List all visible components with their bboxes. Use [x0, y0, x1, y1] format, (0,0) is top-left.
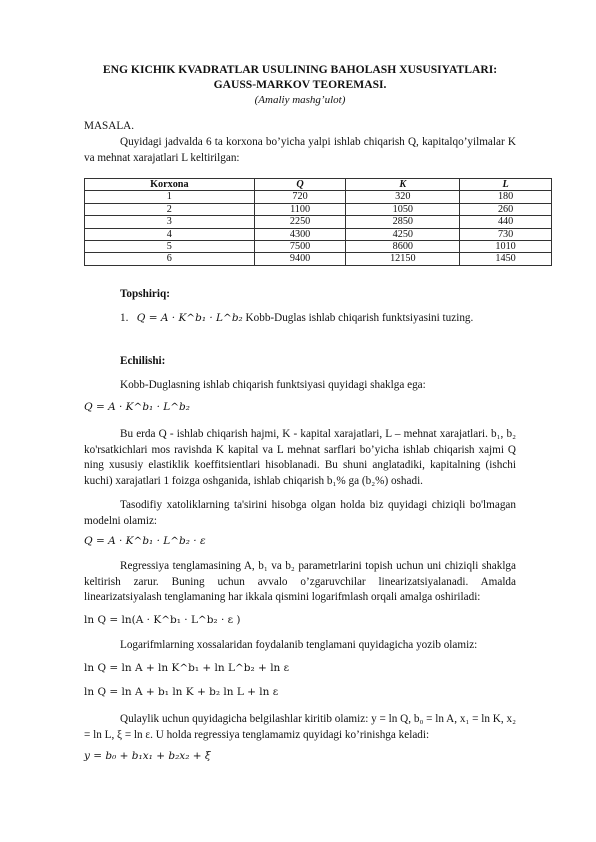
regression-paragraph: Regressiya tenglamasining A, b₁ va b₂ parametrlarini topish uchun uni chiziqli shaklga keltirish zarur. Buning uchun avvalo o’zgaruvchilar linearizatsiyalanadi. Amalda linearizatsiyalash tenglamaning har ikkala qismini logarifmlash orqali amalga oshiriladi:: [84, 560, 516, 604]
table-cell: 2: [85, 203, 255, 215]
masala-label: MASALA.: [84, 120, 135, 132]
formula-cobb-douglas: Q = A · K^b₁ · L^b₂: [84, 401, 190, 413]
log-properties-paragraph: Logarifmlarning xossalaridan foydalanib tenglamani quyidagicha yozib olamiz:: [120, 639, 478, 651]
notation-paragraph: Qulaylik uchun quyidagicha belgilashlar kiritib olamiz: y = ln Q, b₀ = ln A, x₁ = ln K, x₂ = ln L, ξ = ln ε. U holda regressiya tenglamamiz quyidagi ko’rinishga keladi:: [84, 713, 516, 741]
table-row: [85, 228, 552, 240]
formula-with-error: Q = A · K^b₁ · L^b₂ · ε: [84, 535, 206, 547]
table-row: [85, 253, 552, 265]
header-korxona: Korxona: [85, 179, 255, 191]
task-item: [84, 311, 516, 327]
intro-paragraph: Quyidagi jadvalda 6 ta korxona bo’yicha yalpi ishlab chiqarish Q, kapitalqo’yilmalar K va mehnat xarajatlari L keltirilgan:: [84, 136, 516, 164]
solution-label: Echilishi:: [120, 355, 166, 367]
table-cell: 5: [85, 241, 255, 253]
table-cell: 1: [85, 191, 255, 203]
task-text: Kobb-Duglas ishlab chiqarish funktsiyasini tuzing.: [245, 312, 474, 324]
data-table: [84, 178, 552, 266]
table-cell: 3: [85, 216, 255, 228]
random-errors-paragraph: Tasodifiy xatoliklarning ta'sirini hisobga olgan holda biz quyidagi chiziqli bo'lmagan modelni olamiz:: [84, 499, 516, 527]
explanation-paragraph: Bu erda Q - ishlab chiqarish hajmi, K - kapital xarajatlari, L – mehnat xarajatlari. b₁, b₂ ko'rsatkichlari mos ravishda K kapital va L mehnat sarflari bo’yicha ishlab chiqarish xajmi Q ning xususiy elastiklik koeffitsientlari hisoblanadi. Bu shuni anglatadiki, kapitalning (ishchi kuchi) xarajatlari 1 foizga oshganida, ishlab chiqarish b₁% ga (b₂%) oshadi.: [84, 428, 516, 487]
table-cell: 6: [85, 253, 255, 265]
table-cell: 1010: [460, 241, 552, 253]
task-formula: Q = A · K^b₁ · L^b₂: [136, 312, 243, 324]
table-cell: 2850: [346, 216, 460, 228]
header-l: L: [460, 179, 552, 191]
formula-regression: y = b₀ + b₁x₁ + b₂x₂ + ξ: [84, 750, 211, 762]
table-row: [85, 216, 552, 228]
document-title: ENG KICHIK KVADRATLAR USULINING BAHOLASH XUSUSIYATLARI: GAUSS-MARKOV TEOREMASI.: [102, 63, 498, 91]
task-number: 1.: [120, 312, 129, 324]
table-cell: 4: [85, 228, 255, 240]
table-cell: 2250: [254, 216, 346, 228]
task-label: Topshiriq:: [120, 288, 170, 300]
formula-log: ln Q = ln(A · K^b₁ · L^b₂ · ε ): [84, 614, 241, 626]
table-header-row: [85, 179, 552, 191]
table-cell: 9400: [254, 253, 346, 265]
formula-log-expanded: ln Q = ln A + ln K^b₁ + ln L^b₂ + ln ε: [84, 662, 290, 674]
table-cell: 440: [460, 216, 552, 228]
formula-log-linear: ln Q = ln A + b₁ ln K + b₂ ln L + ln ε: [84, 686, 279, 698]
table-cell: 7500: [254, 241, 346, 253]
table-cell: 720: [254, 191, 346, 203]
table-cell: 1450: [460, 253, 552, 265]
table-row: [85, 191, 552, 203]
table-cell: 320: [346, 191, 460, 203]
table-cell: 180: [460, 191, 552, 203]
table-cell: 4250: [346, 228, 460, 240]
header-k: K: [346, 179, 460, 191]
table-cell: 1050: [346, 203, 460, 215]
table-cell: 12150: [346, 253, 460, 265]
table-cell: 8600: [346, 241, 460, 253]
table-cell: 1100: [254, 203, 346, 215]
table-row: [85, 241, 552, 253]
table-cell: 260: [460, 203, 552, 215]
table-cell: 730: [460, 228, 552, 240]
table-cell: 4300: [254, 228, 346, 240]
table-row: [85, 203, 552, 215]
header-q: Q: [254, 179, 346, 191]
document-subtitle: (Amaliy mashg’ulot): [254, 94, 346, 106]
solution-intro: Kobb-Duglasning ishlab chiqarish funktsiyasi quyidagi shaklga ega:: [120, 379, 426, 391]
